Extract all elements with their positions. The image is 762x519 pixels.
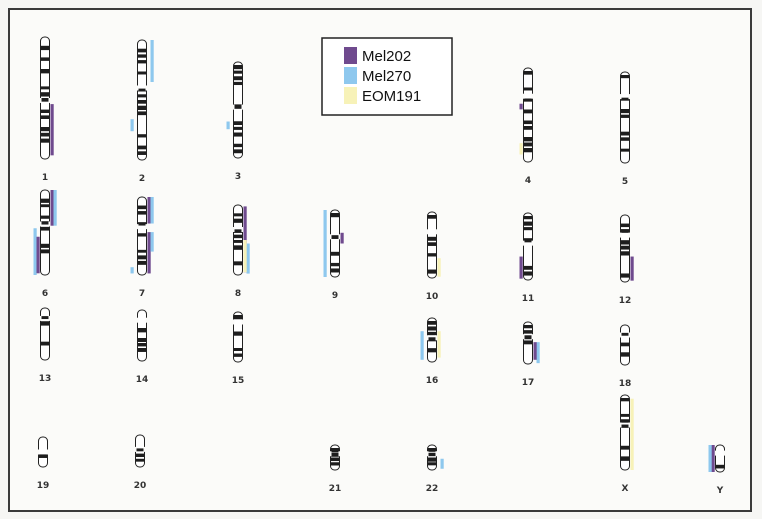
chromosome-band: [41, 69, 49, 73]
centromere-notch-left: [620, 94, 622, 99]
centromere-notch-left: [38, 450, 40, 455]
chromosome-band: [621, 446, 629, 450]
chromosome-band: [524, 222, 532, 226]
chromosome-band: [138, 106, 146, 110]
aberration-bar-mel270: [709, 445, 712, 472]
chromosome-band: [428, 326, 436, 330]
chromosome-band: [621, 456, 629, 460]
centromere-notch-left: [715, 451, 717, 456]
chromosome-body: [41, 308, 50, 360]
chromosome-band: [234, 104, 242, 108]
chromosome-band: [234, 245, 242, 249]
chromosome-label: 8: [234, 289, 242, 299]
chromosome-band: [428, 453, 436, 456]
chromosome-band: [138, 206, 146, 210]
chromosome-band: [41, 139, 49, 143]
centromere-notch-left: [40, 316, 42, 321]
chromosome-band: [524, 238, 532, 242]
chromosome-band: [138, 54, 146, 57]
aberration-bar-mel270: [537, 342, 540, 363]
chromosome-band: [621, 137, 629, 140]
chromosome-band: [234, 229, 242, 233]
chromosome-band: [524, 88, 532, 91]
chromosome-band: [331, 213, 339, 217]
aberration-bar-eom191: [631, 399, 634, 470]
aberration-bar-mel270: [131, 267, 134, 273]
chromosome-band: [331, 263, 339, 266]
legend-swatch-eom191: [344, 87, 357, 104]
aberration-bar-mel202: [148, 197, 151, 224]
centromere-notch-left: [620, 233, 622, 238]
chromosome-12: [619, 215, 634, 306]
legend: [322, 38, 452, 115]
aberration-bar-mel270: [151, 40, 154, 82]
chromosome-band: [524, 330, 532, 333]
chromosome-band: [234, 127, 242, 130]
centromere-notch-left: [620, 423, 622, 428]
chromosome-band: [138, 338, 146, 342]
aberration-bar-mel202: [712, 445, 715, 472]
chromosome-band: [428, 332, 436, 335]
chromosome-band: [621, 229, 629, 233]
centromere-notch-right: [724, 451, 726, 456]
centromere-notch-right: [49, 222, 51, 227]
chromosome-band: [138, 111, 146, 115]
chromosome-band: [428, 337, 436, 341]
chromosome-band: [234, 235, 242, 238]
chromosome-band: [41, 133, 49, 137]
centromere-notch-left: [330, 451, 332, 456]
chromosome-band: [428, 242, 436, 246]
chromosome-band: [136, 448, 144, 451]
chromosome-band: [621, 352, 629, 356]
chromosome-band: [41, 110, 49, 113]
chromosome-band: [524, 325, 532, 328]
chromosome-band: [41, 127, 49, 131]
chromosome-label: 15: [231, 376, 245, 386]
centromere-notch-right: [436, 229, 438, 234]
chromosome-band: [138, 134, 146, 137]
chromosome-label: 14: [135, 375, 149, 385]
chromosome-10: [426, 212, 441, 302]
chromosome-label: 11: [521, 294, 535, 304]
aberration-bar-mel270: [34, 228, 37, 275]
chromosome-band: [41, 86, 49, 89]
chromosome-8: [233, 205, 250, 299]
chromosome-label: 2: [138, 174, 146, 184]
chromosome-band: [41, 221, 49, 224]
chromosome-label: 10: [425, 292, 439, 302]
chromosome-band: [331, 235, 339, 239]
chromosome-band: [524, 216, 532, 219]
chromosome-band: [41, 244, 49, 248]
chromosome-band: [234, 332, 242, 336]
chromosome-band: [41, 227, 49, 231]
chromosome-band: [621, 251, 629, 255]
chromosome-band: [138, 348, 146, 352]
chromosome-band: [41, 57, 49, 60]
chromosome-6: [34, 190, 57, 299]
centromere-notch-right: [144, 447, 146, 452]
aberration-bar-mel270: [131, 119, 134, 131]
chromosome-label: 3: [234, 172, 242, 182]
aberration-bar-mel202: [341, 233, 344, 244]
centromere-notch-right: [629, 233, 631, 238]
centromere-notch-left: [523, 241, 525, 246]
chromosome-band: [621, 224, 629, 228]
aberration-bar-mel202: [51, 104, 54, 155]
chromosome-band: [428, 448, 436, 452]
chromosome-band: [428, 215, 436, 219]
chromosome-band: [138, 100, 146, 104]
chromosome-band: [524, 227, 532, 230]
chromosome-body: [39, 437, 48, 467]
chromosome-band: [234, 354, 242, 357]
aberration-bar-mel270: [54, 190, 57, 226]
centromere-notch-right: [629, 94, 631, 99]
centromere-notch-right: [532, 94, 534, 99]
chromosome-band: [41, 115, 49, 119]
centromere-notch-right: [242, 105, 244, 110]
chromosome-band: [331, 462, 339, 465]
chromosome-band: [621, 398, 629, 401]
chromosome-11: [520, 213, 535, 304]
chromosome-band: [428, 270, 436, 274]
chromosome-label: 1: [41, 173, 49, 183]
chromosome-band: [428, 458, 436, 462]
centromere-notch-left: [330, 234, 332, 239]
chromosome-band: [138, 211, 146, 215]
chromosome-label: 13: [38, 374, 52, 384]
chromosome-band: [138, 233, 146, 236]
chromosome-band: [138, 49, 146, 53]
chromosome-band: [234, 240, 242, 243]
aberration-bar-eom191: [438, 331, 441, 357]
chromosome-band: [524, 99, 532, 102]
centromere-notch-left: [135, 447, 137, 452]
centromere-notch-right: [532, 241, 534, 246]
chromosome-2: [131, 40, 154, 184]
aberration-bar-mel202: [37, 237, 40, 274]
chromosome-4: [520, 68, 534, 186]
chromosome-label: 12: [618, 296, 632, 306]
chromosome-band: [41, 92, 49, 96]
chromosome-label: 16: [425, 376, 439, 386]
chromosome-16: [421, 318, 441, 386]
chromosome-label: 22: [425, 484, 439, 494]
centromere-notch-left: [137, 224, 139, 229]
chromosome-band: [524, 340, 532, 344]
chromosome-label: 9: [331, 291, 339, 301]
chromosome-band: [138, 151, 146, 155]
centromere-notch-right: [242, 320, 244, 325]
chromosome-17: [522, 322, 540, 388]
chromosome-band: [234, 133, 242, 137]
chromosome-band: [621, 115, 629, 118]
chromosome-band: [41, 199, 49, 203]
chromosome-band: [234, 144, 242, 147]
chromosome-band: [524, 71, 532, 75]
chromosome-7: [131, 197, 154, 299]
aberration-bar-eom191: [438, 258, 441, 276]
centromere-notch-right: [339, 451, 341, 456]
chromosome-band: [234, 76, 242, 80]
chromosome-band: [428, 348, 436, 352]
chromosome-band: [138, 255, 146, 259]
centromere-notch-right: [339, 234, 341, 239]
chromosome-label: 17: [521, 378, 535, 388]
chromosome-14: [136, 310, 149, 385]
aberration-bar-mel202: [520, 257, 523, 279]
centromere-notch-left: [40, 222, 42, 227]
chromosome-19: [37, 437, 50, 491]
chromosome-band: [138, 250, 146, 253]
centromere-notch-left: [523, 334, 525, 339]
chromosome-band: [331, 458, 339, 462]
chromosome-band: [524, 126, 532, 130]
chromosome-band: [138, 94, 146, 97]
chromosome-band: [621, 414, 629, 417]
centromere-notch-right: [629, 423, 631, 428]
chromosome-band: [621, 75, 629, 78]
legend-swatch-mel202: [344, 47, 357, 64]
centromere-notch-left: [427, 335, 429, 340]
centromere-notch-right: [629, 333, 631, 338]
chromosome-20: [134, 435, 147, 491]
chromosome-body: [524, 68, 533, 162]
chromosome-15: [232, 312, 245, 386]
chromosome-label: 6: [41, 289, 49, 299]
chromosome-band: [138, 343, 146, 346]
chromosome-label: 4: [524, 176, 532, 186]
aberration-bar-mel270: [441, 459, 444, 469]
centromere-notch-right: [49, 316, 51, 321]
chromosome-band: [234, 315, 242, 319]
chromosome-y: [709, 445, 726, 496]
chromosome-band: [428, 321, 436, 325]
centromere-notch-left: [427, 229, 429, 234]
chromosome-band: [234, 121, 242, 125]
chromosome-band: [428, 237, 436, 241]
chromosome-band: [331, 448, 339, 452]
chromosome-band: [428, 253, 436, 256]
centromere-notch-left: [137, 86, 139, 91]
aberration-bar-mel270: [227, 122, 230, 130]
aberration-bar-mel270: [151, 197, 154, 224]
chromosome-9: [324, 210, 344, 301]
aberration-bar-mel270: [421, 331, 424, 360]
chromosome-band: [138, 72, 146, 75]
legend-label-eom191: EOM191: [362, 88, 422, 105]
chromosome-band: [621, 246, 629, 250]
chromosome-band: [41, 46, 49, 50]
chromosome-label: 18: [618, 379, 632, 389]
chromosome-label: X: [621, 484, 629, 494]
centromere-notch-left: [427, 451, 429, 456]
centromere-notch-left: [233, 227, 235, 232]
chromosome-band: [524, 137, 532, 141]
aberration-bar-mel202: [520, 104, 523, 110]
chromosome-band: [524, 143, 532, 147]
chromosome-band: [138, 328, 146, 332]
chromosome-band: [234, 213, 242, 216]
chromosome-band: [524, 121, 532, 125]
centromere-notch-right: [146, 318, 148, 323]
aberration-bar-mel202: [51, 190, 54, 226]
chromosome-band: [621, 273, 629, 277]
chromosome-band: [41, 98, 49, 102]
centromere-notch-left: [233, 320, 235, 325]
chromosome-band: [138, 60, 146, 63]
chromosome-label: 5: [621, 177, 629, 187]
chromosome-label: 21: [328, 484, 342, 494]
centromere-notch-left: [233, 105, 235, 110]
chromosome-band: [331, 453, 339, 457]
chromosome-22: [426, 445, 444, 494]
centromere-notch-left: [40, 98, 42, 103]
chromosome-band: [234, 149, 242, 153]
chromosome-21: [329, 445, 342, 494]
aberration-bar-mel202: [631, 257, 634, 281]
centromere-notch-left: [620, 333, 622, 338]
chromosome-18: [619, 325, 632, 389]
aberration-bar-mel202: [148, 232, 151, 273]
aberration-bar-eom191: [520, 143, 523, 154]
centromere-notch-right: [146, 86, 148, 91]
chromosome-band: [621, 132, 629, 136]
chromosome-band: [41, 316, 49, 319]
chromosome-band: [39, 454, 47, 458]
chromosome-band: [621, 343, 629, 347]
aberration-bar-mel270: [151, 232, 154, 252]
centromere-notch-left: [137, 318, 139, 323]
chromosome-band: [41, 342, 49, 346]
aberration-bar-mel202: [534, 342, 537, 360]
chromosome-band: [621, 333, 629, 336]
aberration-bar-eom191: [244, 240, 247, 272]
chromosome-band: [138, 222, 146, 225]
centromere-notch-left: [523, 94, 525, 99]
chromosome-label: 19: [36, 481, 50, 491]
chromosome-band: [138, 146, 146, 150]
chromosome-band: [524, 148, 532, 152]
chromosome-band: [621, 109, 629, 113]
chromosome-band: [331, 268, 339, 272]
chromosome-label: 20: [133, 481, 147, 491]
chromosome-band: [41, 321, 49, 325]
chromosome-label: 7: [138, 289, 146, 299]
chromosome-band: [428, 462, 436, 465]
chromosome-body: [331, 210, 340, 277]
chromosome-body: [138, 310, 147, 361]
chromosome-band: [621, 425, 629, 428]
legend-label-mel270: Mel270: [362, 68, 412, 85]
chromosome-x: [620, 395, 634, 494]
chromosome-band: [234, 261, 242, 265]
chromosome-band: [234, 65, 242, 69]
chromosome-band: [621, 240, 629, 244]
chromosome-band: [716, 465, 724, 469]
chromosome-band: [621, 419, 629, 422]
chromosome-13: [39, 308, 52, 384]
chromosome-3: [227, 62, 244, 182]
chromosome-band: [41, 204, 49, 207]
chromosome-band: [136, 459, 144, 462]
aberration-bar-mel270: [247, 244, 250, 274]
chromosome-band: [234, 71, 242, 74]
centromere-notch-right: [242, 227, 244, 232]
chromosome-5: [620, 72, 630, 187]
chromosome-band: [234, 219, 242, 223]
aberration-bar-mel270: [324, 210, 327, 277]
chromosome-band: [138, 89, 146, 92]
chromosome-1: [40, 37, 54, 183]
centromere-notch-right: [436, 335, 438, 340]
centromere-notch-right: [146, 224, 148, 229]
centromere-notch-right: [532, 334, 534, 339]
chromosome-band: [234, 82, 242, 85]
chromosome-band: [524, 266, 532, 270]
centromere-notch-right: [436, 451, 438, 456]
chromosome-band: [331, 252, 339, 256]
chromosome-label: Y: [716, 486, 724, 496]
chromosome-band: [621, 149, 629, 152]
chromosome-band: [136, 454, 144, 457]
centromere-notch-right: [49, 98, 51, 103]
legend-swatch-mel270: [344, 67, 357, 84]
chromosome-band: [524, 335, 532, 339]
legend-label-mel202: Mel202: [362, 48, 412, 65]
chromosome-band: [138, 261, 146, 265]
chromosome-band: [621, 98, 629, 101]
centromere-notch-right: [47, 450, 49, 455]
chromosome-band: [41, 216, 49, 219]
chromosome-band: [524, 271, 532, 275]
chromosome-band: [524, 110, 532, 114]
chromosome-band: [234, 348, 242, 351]
chromosome-band: [41, 249, 49, 253]
